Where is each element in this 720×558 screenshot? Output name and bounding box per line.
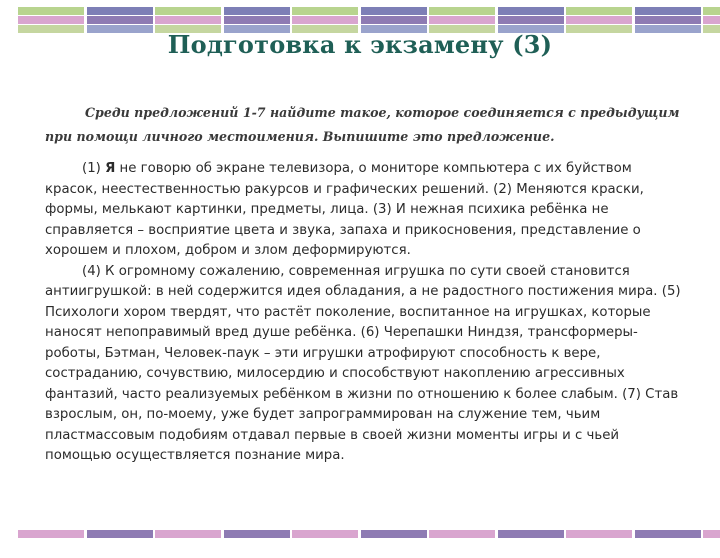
stripe-segment	[292, 7, 358, 15]
stripe-segment	[635, 7, 701, 15]
stripe-segment	[429, 16, 495, 24]
stripe-segment	[361, 16, 427, 24]
stripe-segment	[361, 530, 427, 538]
sentence-number-1: (1)	[82, 161, 106, 176]
stripe-segment	[155, 530, 221, 538]
stripe-segment	[498, 530, 564, 538]
stripe-segment	[566, 7, 632, 15]
stripe-segment	[155, 16, 221, 24]
stripe-segment	[566, 530, 632, 538]
stripe-segment	[87, 530, 153, 538]
stripe-segment	[18, 7, 84, 15]
stripe-segment	[18, 530, 84, 538]
text-passage	[45, 159, 685, 467]
stripe-segment	[429, 7, 495, 15]
slide-title: Подготовка к экзамену (3)	[167, 30, 553, 59]
stripe-segment	[155, 7, 221, 15]
stripe-segment	[224, 16, 290, 24]
stripe-segment	[292, 530, 358, 538]
stripe-segment	[566, 16, 632, 24]
stripe-segment	[224, 530, 290, 538]
stripe-segment	[87, 16, 153, 24]
stripe-segment	[361, 7, 427, 15]
stripe-segment	[292, 16, 358, 24]
stripe-segment	[703, 530, 720, 538]
stripe-segment	[498, 16, 564, 24]
stripe-segment	[87, 7, 153, 15]
stripe-segment	[635, 530, 701, 538]
task-instruction: Среди предложений 1-7 найдите такое, которое соединяется с предыдущим при помощи личного местоимения. Выпишите это предложение.	[45, 105, 680, 144]
emphasized-word: Я	[105, 161, 116, 176]
stripe-segment	[224, 7, 290, 15]
stripe-segment	[498, 7, 564, 15]
stripe-segment	[18, 16, 84, 24]
bottom-decorative-stripes	[0, 530, 720, 558]
passage-paragraph-2: (4) К огромному сожалению, современная игрушка по сути своей становится антиигрушкой: в ней содержится идея обладания, а не радостного постижения мира. (5) Психологи хором твердят, что растёт поколение, воспитанное на игрушках, которые наносят непоправимый вред душе ребёнка. (6) Черепашки Ниндзя, трансформеры-роботы, Бэтман, Человек-паук – эти игрушки атрофируют способность к вере, состраданию, сочувствию, милосердию и способствуют накоплению агрессивных фантазий, часто реализуемых ребёнком в жизни по отношению к более слабым. (7) Став взрослым, он, по-моему, уже будет запрограммирован на служение тем, чьим пластмассовым подобиям отдавал первые в своей жизни моменты игры и с чьей помощью осуществляется познание мира.	[45, 263, 681, 463]
stripe-segment	[703, 16, 720, 24]
passage-paragraph-1	[45, 159, 685, 262]
stripe-segment	[429, 530, 495, 538]
paragraph-1-text: не говорю об экране телевизора, о мониторе компьютера с их буйством красок, неестественностью ракурсов и графических решений. (2) Меняются краски, формы, мелькают картинки, предметы, лица. (3) И нежная психика ребёнка не справляется – восприятие цвета и звука, запаха и прикосновения, представление о хорошем и плохом, добром и злом деформируются.	[45, 161, 644, 258]
stripe-segment	[703, 7, 720, 15]
stripe-segment	[635, 16, 701, 24]
